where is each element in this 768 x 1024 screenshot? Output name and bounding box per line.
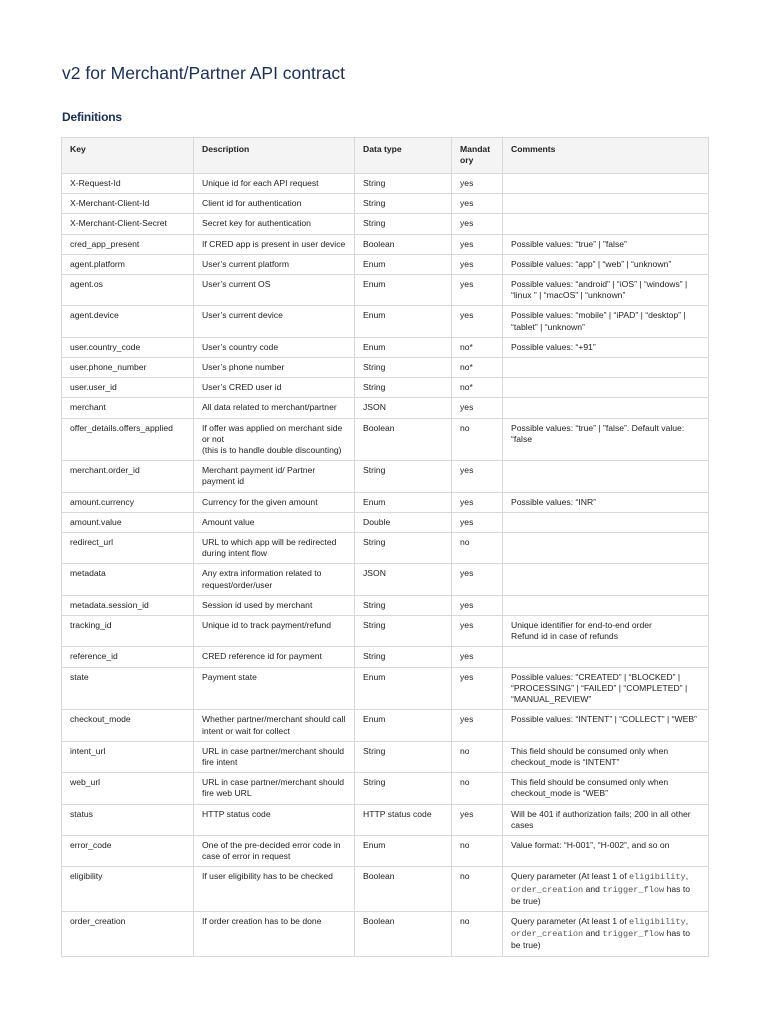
cell-comments xyxy=(503,512,709,532)
cell-data-type: Enum xyxy=(355,254,452,274)
cell-data-type: String xyxy=(355,194,452,214)
table-row xyxy=(62,804,709,835)
cell-comments: Possible values: “INTENT” | “COLLECT” | “WEB” xyxy=(503,710,709,741)
cell-comments xyxy=(503,174,709,194)
table-row xyxy=(62,275,709,306)
cell-description: User’s country code xyxy=(194,337,355,357)
cell-comments xyxy=(503,378,709,398)
cell-mandatory: yes xyxy=(452,667,503,710)
cell-mandatory: no xyxy=(452,835,503,866)
table-row xyxy=(62,867,709,912)
cell-mandatory: no xyxy=(452,867,503,912)
cell-comments xyxy=(503,214,709,234)
comment-text: Query parameter (At least 1 of xyxy=(511,915,629,926)
cell-comments xyxy=(503,867,709,912)
cell-mandatory: yes xyxy=(452,461,503,492)
cell-description: If order creation has to be done xyxy=(194,911,355,956)
table-row xyxy=(62,533,709,564)
cell-comments: Possible values: “android” | “iOS” | “windows” | “linux ” | “macOS” | “unknown” xyxy=(503,275,709,306)
cell-mandatory: yes xyxy=(452,174,503,194)
table-row xyxy=(62,741,709,772)
cell-mandatory: no* xyxy=(452,378,503,398)
cell-comments xyxy=(503,398,709,418)
cell-comments xyxy=(503,461,709,492)
table-row xyxy=(62,337,709,357)
cell-description: User’s current device xyxy=(194,306,355,337)
header-data-type: Data type xyxy=(355,138,452,174)
cell-description: URL in case partner/merchant should fire intent xyxy=(194,741,355,772)
cell-description: One of the pre-decided error code in case of error in request xyxy=(194,835,355,866)
cell-key: agent.device xyxy=(62,306,194,337)
cell-key: offer_details.offers_applied xyxy=(62,418,194,461)
table-row xyxy=(62,667,709,710)
cell-mandatory: no* xyxy=(452,358,503,378)
cell-mandatory: yes xyxy=(452,564,503,595)
cell-mandatory: no xyxy=(452,418,503,461)
cell-comments xyxy=(503,595,709,615)
cell-key: metadata.session_id xyxy=(62,595,194,615)
cell-key: redirect_url xyxy=(62,533,194,564)
cell-mandatory: no xyxy=(452,533,503,564)
cell-comments: Possible values: “mobile” | “iPAD” | “desktop” | “tablet” | “unknown” xyxy=(503,306,709,337)
cell-description: User’s current platform xyxy=(194,254,355,274)
comment-text: has to be true) xyxy=(511,883,691,906)
cell-comments xyxy=(503,358,709,378)
cell-comments: Possible values: “+91” xyxy=(503,337,709,357)
table-row xyxy=(62,214,709,234)
code-term: trigger_flow xyxy=(602,929,665,940)
cell-data-type: String xyxy=(355,214,452,234)
cell-description: Session id used by merchant xyxy=(194,595,355,615)
comment-text: and xyxy=(583,883,603,894)
table-row xyxy=(62,358,709,378)
table-row xyxy=(62,418,709,461)
cell-key: web_url xyxy=(62,773,194,804)
cell-comments: Possible values: “CREATED” | “BLOCKED” | “PROCESSING” | “FAILED” | “COMPLETED” | “MANUAL_REVIEW” xyxy=(503,667,709,710)
cell-mandatory: yes xyxy=(452,647,503,667)
definitions-table xyxy=(61,137,709,957)
cell-mandatory: no xyxy=(452,911,503,956)
table-row xyxy=(62,595,709,615)
table-row xyxy=(62,174,709,194)
cell-description: URL in case partner/merchant should fire web URL xyxy=(194,773,355,804)
cell-mandatory: yes xyxy=(452,214,503,234)
cell-description: HTTP status code xyxy=(194,804,355,835)
cell-mandatory: yes xyxy=(452,804,503,835)
cell-description: Client id for authentication xyxy=(194,194,355,214)
cell-description: User’s phone number xyxy=(194,358,355,378)
cell-key: merchant xyxy=(62,398,194,418)
cell-description: URL to which app will be redirected during intent flow xyxy=(194,533,355,564)
cell-data-type: String xyxy=(355,461,452,492)
cell-description: Unique id to track payment/refund xyxy=(194,616,355,647)
table-row xyxy=(62,835,709,866)
cell-key: metadata xyxy=(62,564,194,595)
page-title: v2 for Merchant/Partner API contract xyxy=(62,63,346,83)
cell-description: All data related to merchant/partner xyxy=(194,398,355,418)
cell-key: user.country_code xyxy=(62,337,194,357)
cell-mandatory: yes xyxy=(452,254,503,274)
cell-data-type: String xyxy=(355,616,452,647)
cell-description: Whether partner/merchant should call intent or wait for collect xyxy=(194,710,355,741)
cell-comments: Possible values: “app” | “web” | “unknown” xyxy=(503,254,709,274)
cell-data-type: String xyxy=(355,358,452,378)
table-body xyxy=(62,174,709,957)
cell-key: agent.platform xyxy=(62,254,194,274)
cell-comments xyxy=(503,533,709,564)
header-mandatory: Mandat ory xyxy=(452,138,503,174)
cell-key: error_code xyxy=(62,835,194,866)
table-row xyxy=(62,306,709,337)
table-row xyxy=(62,398,709,418)
cell-description: User’s CRED user id xyxy=(194,378,355,398)
cell-comments xyxy=(503,911,709,956)
cell-key: checkout_mode xyxy=(62,710,194,741)
cell-description: Merchant payment id/ Partner payment id xyxy=(194,461,355,492)
cell-key: tracking_id xyxy=(62,616,194,647)
cell-comments: This field should be consumed only when checkout_mode is “WEB” xyxy=(503,773,709,804)
comment-text: and xyxy=(583,928,603,939)
cell-data-type: Boolean xyxy=(355,911,452,956)
table-row xyxy=(62,461,709,492)
cell-mandatory: yes xyxy=(452,492,503,512)
cell-mandatory: yes xyxy=(452,194,503,214)
cell-key: agent.os xyxy=(62,275,194,306)
cell-description: Unique id for each API request xyxy=(194,174,355,194)
code-term: eligibility xyxy=(628,872,686,883)
cell-data-type: Enum xyxy=(355,835,452,866)
cell-key: reference_id xyxy=(62,647,194,667)
cell-data-type: String xyxy=(355,647,452,667)
cell-data-type: Boolean xyxy=(355,234,452,254)
cell-key: amount.currency xyxy=(62,492,194,512)
cell-mandatory: yes xyxy=(452,616,503,647)
comment-text: , xyxy=(685,871,689,882)
table-row xyxy=(62,647,709,667)
table-header-row xyxy=(62,138,709,174)
cell-mandatory: no xyxy=(452,741,503,772)
cell-comments: Value format: “H-001”, “H-002”, and so on xyxy=(503,835,709,866)
cell-description: If user eligibility has to be checked xyxy=(194,867,355,912)
header-key: Key xyxy=(62,138,194,174)
cell-description: Amount value xyxy=(194,512,355,532)
code-term: order_creation xyxy=(511,884,584,895)
cell-description: If CRED app is present in user device xyxy=(194,234,355,254)
cell-description: CRED reference id for payment xyxy=(194,647,355,667)
cell-comments xyxy=(503,194,709,214)
cell-key: X-Merchant-Client-Secret xyxy=(62,214,194,234)
cell-key: status xyxy=(62,804,194,835)
comment-text: Query parameter (At least 1 of xyxy=(511,871,629,882)
cell-mandatory: yes xyxy=(452,398,503,418)
cell-data-type: JSON xyxy=(355,398,452,418)
cell-key: user.phone_number xyxy=(62,358,194,378)
cell-data-type: Enum xyxy=(355,306,452,337)
cell-comments xyxy=(503,564,709,595)
cell-data-type: Double xyxy=(355,512,452,532)
cell-key: amount.value xyxy=(62,512,194,532)
cell-data-type: String xyxy=(355,741,452,772)
cell-key: order_creation xyxy=(62,911,194,956)
comment-text: , xyxy=(685,915,689,926)
cell-data-type: Enum xyxy=(355,667,452,710)
cell-mandatory: no* xyxy=(452,337,503,357)
cell-data-type: Enum xyxy=(355,337,452,357)
cell-mandatory: yes xyxy=(452,710,503,741)
comment-text: has to be true) xyxy=(511,928,691,951)
cell-mandatory: yes xyxy=(452,306,503,337)
cell-data-type: Enum xyxy=(355,275,452,306)
table-row xyxy=(62,234,709,254)
cell-comments: Possible values: “true” | ”false”. Default value: “false xyxy=(503,418,709,461)
cell-key: eligibility xyxy=(62,867,194,912)
code-term: order_creation xyxy=(511,929,584,940)
cell-mandatory: yes xyxy=(452,595,503,615)
cell-comments: Unique identifier for end-to-end order Refund id in case of refunds xyxy=(503,616,709,647)
table-row xyxy=(62,512,709,532)
cell-comments: Will be 401 if authorization fails; 200 in all other cases xyxy=(503,804,709,835)
cell-mandatory: yes xyxy=(452,512,503,532)
section-title: Definitions xyxy=(62,110,122,124)
table-row xyxy=(62,616,709,647)
cell-comments: Possible values: “true” | ”false” xyxy=(503,234,709,254)
cell-data-type: Boolean xyxy=(355,867,452,912)
cell-data-type: String xyxy=(355,773,452,804)
table-row xyxy=(62,378,709,398)
cell-data-type: Enum xyxy=(355,710,452,741)
cell-data-type: HTTP status code xyxy=(355,804,452,835)
cell-data-type: JSON xyxy=(355,564,452,595)
header-description: Description xyxy=(194,138,355,174)
table-row xyxy=(62,492,709,512)
table-row xyxy=(62,564,709,595)
cell-data-type: Enum xyxy=(355,492,452,512)
table-row xyxy=(62,710,709,741)
cell-description: Secret key for authentication xyxy=(194,214,355,234)
table-row xyxy=(62,773,709,804)
cell-key: cred_app_present xyxy=(62,234,194,254)
cell-key: intent_url xyxy=(62,741,194,772)
cell-key: X-Request-Id xyxy=(62,174,194,194)
table-row xyxy=(62,194,709,214)
cell-comments: This field should be consumed only when checkout_mode is “INTENT” xyxy=(503,741,709,772)
cell-description: Currency for the given amount xyxy=(194,492,355,512)
cell-key: X-Merchant-Client-Id xyxy=(62,194,194,214)
code-term: eligibility xyxy=(628,916,686,927)
cell-mandatory: yes xyxy=(452,275,503,306)
cell-mandatory: yes xyxy=(452,234,503,254)
cell-comments xyxy=(503,647,709,667)
cell-key: merchant.order_id xyxy=(62,461,194,492)
cell-data-type: String xyxy=(355,533,452,564)
cell-comments: Possible values: “INR” xyxy=(503,492,709,512)
header-comments: Comments xyxy=(503,138,709,174)
cell-data-type: Boolean xyxy=(355,418,452,461)
table-row xyxy=(62,911,709,956)
cell-mandatory: no xyxy=(452,773,503,804)
code-term: trigger_flow xyxy=(602,884,665,895)
cell-data-type: String xyxy=(355,378,452,398)
cell-description: If offer was applied on merchant side or not (this is to handle double discounting) xyxy=(194,418,355,461)
cell-data-type: String xyxy=(355,174,452,194)
cell-key: state xyxy=(62,667,194,710)
cell-description: Any extra information related to request/order/user xyxy=(194,564,355,595)
cell-description: User’s current OS xyxy=(194,275,355,306)
cell-data-type: String xyxy=(355,595,452,615)
cell-description: Payment state xyxy=(194,667,355,710)
cell-key: user.user_id xyxy=(62,378,194,398)
table-row xyxy=(62,254,709,274)
